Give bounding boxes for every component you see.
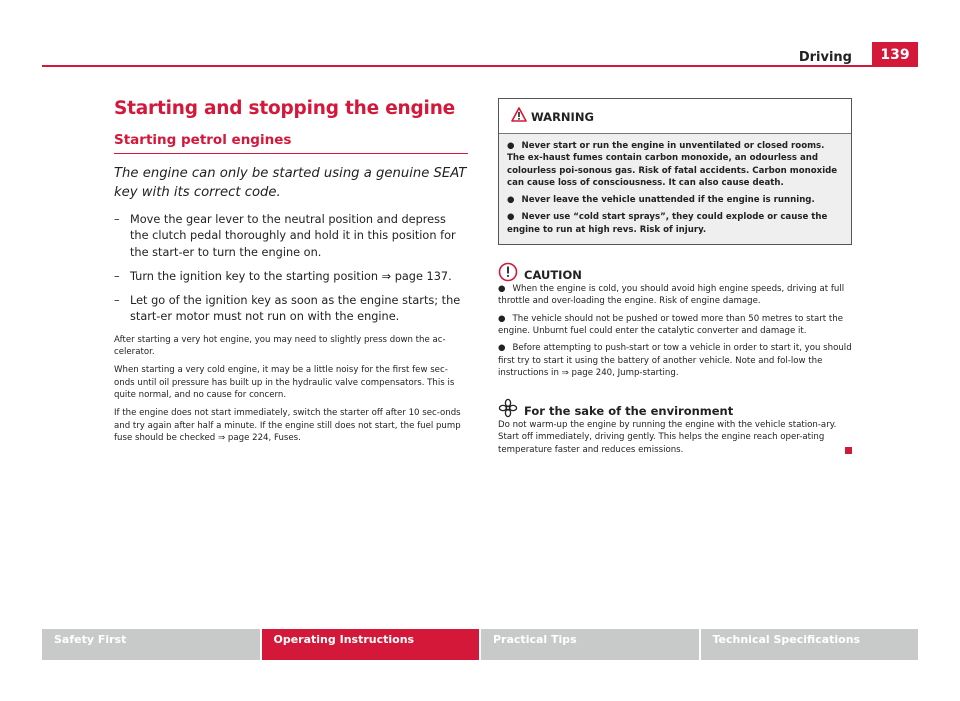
warning-text: Never use “cold start sprays”, they could explode or cause the engine to run at high revs. Risk of injury. [507,212,828,235]
caution-title: CAUTION [524,268,582,283]
warning-body [499,134,851,244]
tab-technical-specifications[interactable]: Technical Specifications [701,629,919,660]
section-subtitle: Starting petrol engines [114,132,468,154]
environment-body [498,419,852,456]
warning-title: WARNING [531,110,594,124]
page-number: 139 [872,42,918,67]
list-item [507,140,843,189]
environment-header [498,397,852,419]
body-paragraph: After starting a very hot engine, you may need to slightly press down the ac-celerator. [114,334,446,358]
body-paragraph: When starting a very cold engine, it may be a little noisy for the first few sec-onds until oil pressure has built up in the hydraulic valve compensators. This is quite normal, and no cause for concern. [114,365,455,400]
caution-text: When the engine is cold, you should avoid high engine speeds, driving at full throttle and over-loading the engine. Risk of engine damage. [498,284,845,307]
steps-list [114,212,468,326]
caution-section [498,261,852,379]
list-item [507,194,843,206]
bullet-icon: ● [498,343,506,354]
bullet-icon: ● [498,284,506,295]
list-item [114,293,468,326]
caution-circle-icon [498,262,518,282]
tab-safety-first[interactable]: Safety First [42,629,260,660]
step-text: Turn the ignition key to the starting position ⇒ page 137. [130,269,452,283]
environment-section [498,397,852,456]
bullet-icon: ● [507,141,515,151]
flower-icon [498,398,518,418]
environment-title: For the sake of the environment [524,404,734,419]
list-item [498,342,852,379]
warning-text: Never leave the vehicle unattended if the engine is running. [521,195,815,206]
list-item [507,211,843,236]
step-text: Move the gear lever to the neutral position and depress the clutch pedal thoroughly and hold it in this position for the start-er to turn the engine on. [130,213,456,259]
footer-nav [42,629,918,660]
list-item [114,212,468,261]
environment-paragraph: Do not warm-up the engine by running the engine with the vehicle station-ary. Start off immediately, driving gently. This helps the engine reach oper-ating temperature faster and reduces emissions. [498,420,837,455]
header-rule [42,65,918,67]
chapter-title: Driving [798,50,852,65]
right-column [498,98,852,461]
step-text: Let go of the ignition key as soon as the engine starts; the start-er motor must not run on with the engine. [130,294,461,324]
warning-header [499,99,851,134]
tab-operating-instructions[interactable]: Operating Instructions [262,629,480,660]
bullet-icon: ● [498,313,506,324]
dash-icon: – [114,294,120,308]
caution-body [498,283,852,379]
warning-text: Never start or run the engine in unventilated or closed rooms. The ex-haust fumes contain carbon monoxide, an odourless and colourless poi-sonous gas. Risk of fatal accidents. Carbon monoxide can cause loss of consciousness. It can also cause death. [507,141,838,188]
list-item [498,313,852,338]
body-paragraph: If the engine does not start immediately, switch the starter off after 10 sec-onds and try again after half a minute. If the engine still does not start, the fuel pump fuse should be checked ⇒ page 224, Fuses. [114,408,461,443]
intro-text: The engine can only be started using a genuine SEAT key with its correct code. [114,166,467,200]
environment-text [498,419,852,456]
bullet-icon: ● [507,212,515,223]
tab-practical-tips[interactable]: Practical Tips [481,629,699,660]
section-title: Starting and stopping the engine [114,98,456,119]
caution-text: Before attempting to push-start or tow a vehicle in order to start it, you should first try to start it using the battery of another vehicle. Note and fol-low the instructions in ⇒ page 240, Jump-starting. [498,343,852,378]
warning-triangle-icon [511,107,527,122]
caution-header [498,261,852,283]
list-item [114,269,468,285]
dash-icon: – [114,213,120,226]
warning-box [498,98,852,245]
section-end-marker [845,447,852,454]
bullet-icon: ● [507,195,515,206]
list-item [498,283,852,308]
caution-text: The vehicle should not be pushed or towed more than 50 metres to start the engine. Unburnt fuel could enter the catalytic converter and damage it. [498,313,843,336]
left-column [114,98,468,450]
dash-icon: – [114,269,120,283]
